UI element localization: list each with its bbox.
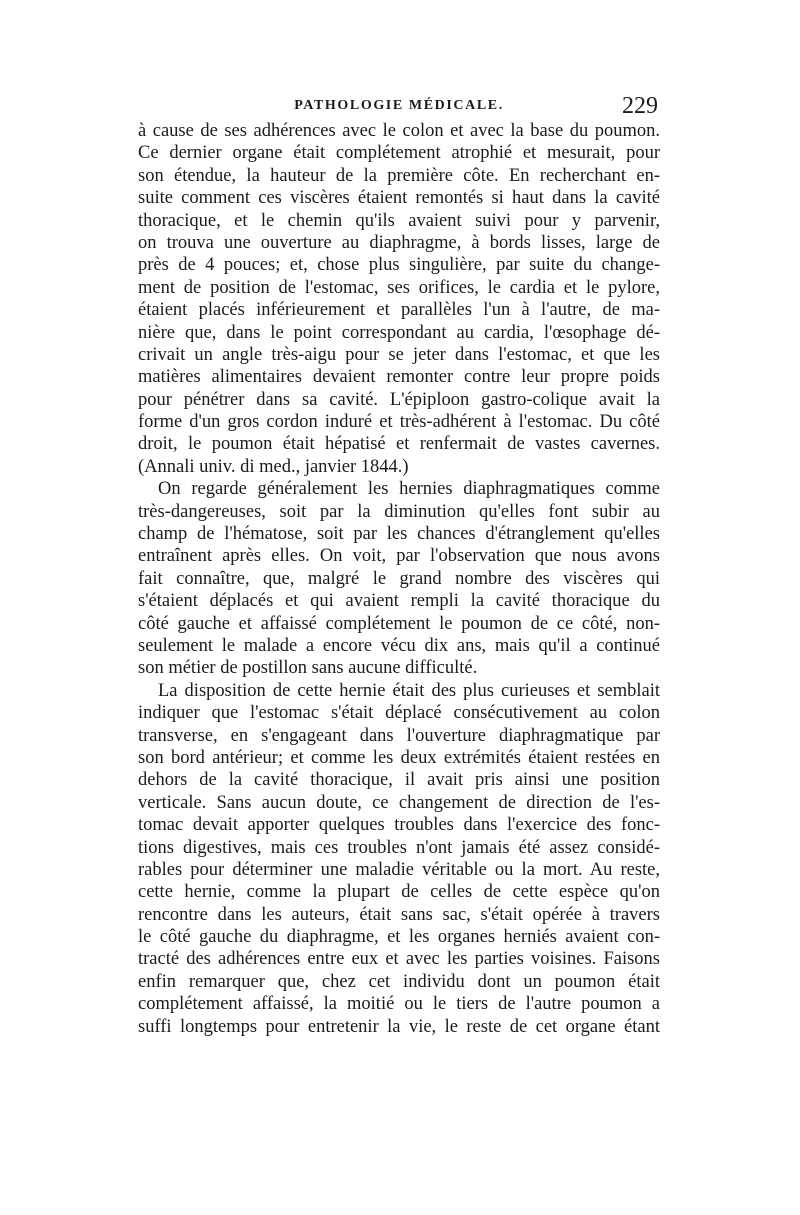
text-line: suite comment ces viscères étaient remontés si haut dans la cavité <box>138 188 660 209</box>
text-line: son métier de postillon sans aucune difficulté. <box>138 658 478 679</box>
text-line: près de 4 pouces; et, chose plus singulière, par suite du change- <box>138 255 660 276</box>
text-line: crivait un angle très-aigu pour se jeter dans l'estomac, et que les <box>138 344 660 365</box>
text-line: transverse, en s'engageant dans l'ouverture diaphragmatique par <box>138 725 660 746</box>
text-line: seulement le malade a encore vécu dix ans, mais qu'il a continué <box>138 635 660 656</box>
text-line: La disposition de cette hernie était des plus curieuses et semblait <box>158 680 660 701</box>
text-line: pour pénétrer dans sa cavité. L'épiploon gastro-colique avait la <box>138 389 660 410</box>
body-text <box>138 120 660 1038</box>
text-line: à cause de ses adhérences avec le colon et avec la base du poumon. <box>138 121 660 141</box>
text-line: tomac devait apporter quelques troubles dans l'exercice des fonc- <box>138 815 660 836</box>
text-line: son bord antérieur; et comme les deux extrémités étaient restées en <box>138 747 660 768</box>
text-line: matières alimentaires devaient remonter contre leur propre poids <box>138 367 660 388</box>
text-line: fait connaître, que, malgré le grand nombre des viscères qui <box>138 568 660 589</box>
text-line: étaient placés inférieurement et parallèles l'un à l'autre, de ma- <box>138 300 660 321</box>
text-line: entraînent après elles. On voit, par l'observation que nous avons <box>138 546 660 567</box>
text-line: verticale. Sans aucun doute, ce changement de direction de l'es- <box>138 792 660 813</box>
text-line: on trouva une ouverture au diaphragme, à bords lisses, large de <box>138 232 660 253</box>
text-line: enfin remarquer que, chez cet individu dont un poumon était <box>138 971 660 992</box>
text-line: champ de l'hématose, soit par les chances d'étranglement qu'elles <box>138 524 660 545</box>
text-line: forme d'un gros cordon induré et très-adhérent à l'estomac. Du côté <box>138 412 660 433</box>
text-line: tions digestives, mais ces troubles n'ont jamais été assez considé- <box>138 837 660 858</box>
text-line: Ce dernier organe était complétement atrophié et mesurait, pour <box>138 143 660 164</box>
text-line: rencontre dans les auteurs, était sans sac, s'était opérée à travers <box>138 904 660 925</box>
text-line: indiquer que l'estomac s'était déplacé consécutivement au colon <box>138 703 660 724</box>
text-line: ment de position de l'estomac, ses orifices, le cardia et le pylore, <box>138 277 660 298</box>
text-line: cette hernie, comme la plupart de celles de cette espèce qu'on <box>138 882 660 903</box>
page-header <box>138 93 660 122</box>
text-line: droit, le poumon était hépatisé et renfermait de vastes cavernes. <box>138 434 660 455</box>
text-line: rables pour déterminer une maladie véritable ou la mort. Au reste, <box>138 859 660 880</box>
text-line: très-dangereuses, soit par la diminution qu'elles font subir au <box>138 501 660 522</box>
page-number: 229 <box>622 93 658 119</box>
running-head: PATHOLOGIE MÉDICALE. <box>294 98 504 113</box>
text-line: nière que, dans le point correspondant au cardia, l'œsophage dé- <box>138 322 660 343</box>
text-line: côté gauche et affaissé complétement le poumon de ce côté, non- <box>138 613 660 634</box>
text-line: complétement affaissé, la moitié ou le tiers de l'autre poumon a <box>138 994 660 1015</box>
text-line: son étendue, la hauteur de la première côte. En recherchant en- <box>138 165 660 186</box>
text-line: (Annali univ. di med., janvier 1844.) <box>138 456 409 477</box>
text-line: thoracique, et le chemin qu'ils avaient suivi pour y parvenir, <box>138 210 660 231</box>
text-line: suffi longtemps pour entretenir la vie, le reste de cet organe étant <box>138 1016 660 1037</box>
text-line: tracté des adhérences entre eux et avec les parties voisines. Faisons <box>138 949 660 970</box>
text-line: le côté gauche du diaphragme, et les organes herniés avaient con- <box>138 927 660 948</box>
text-line: On regarde généralement les hernies diaphragmatiques comme <box>158 479 660 500</box>
text-line: s'étaient déplacés et qui avaient rempli la cavité thoracique du <box>138 591 660 612</box>
text-line: dehors de la cavité thoracique, il avait pris ainsi une position <box>138 770 660 791</box>
